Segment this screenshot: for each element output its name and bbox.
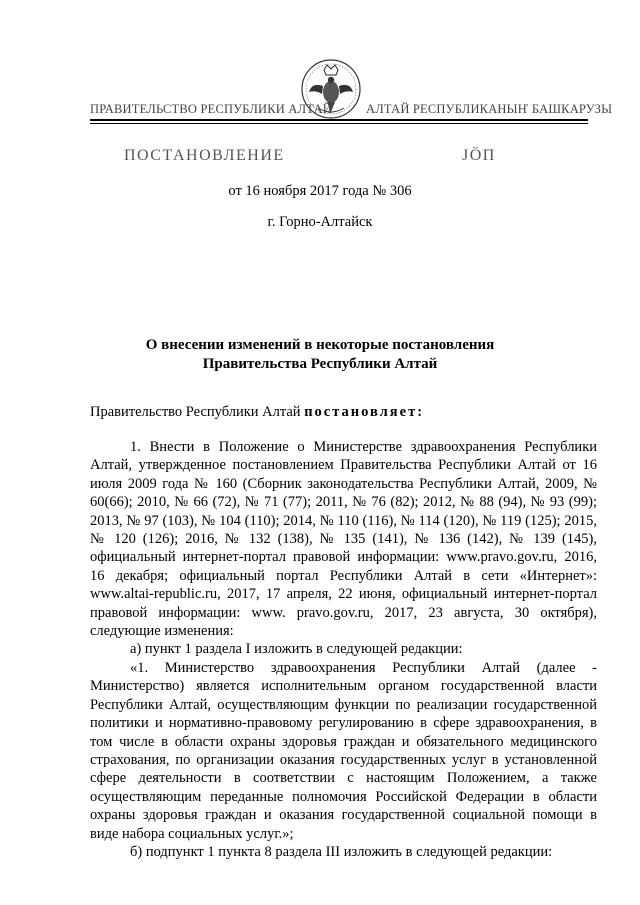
- document-city: г. Горно-Алтайск: [267, 214, 373, 230]
- paragraph-subitem-a: а) пункт 1 раздела I изложить в следующей редакции:: [130, 641, 463, 658]
- paragraph-item-1: 1. Внести в Положение о Министерстве здравоохранения Республики Алтай, утвержденное постановлением Правительства Республики Алтай от 16 июля 2009 года № 160 (Сборник законодательства Республики Алтай, 2009, № 60(66); 2010, № 66 (72), № 71 (77); 2011, № 76 (82); 2012, № 88 (94), № 93 (99); 2013, № 97 (103), № 104 (110); 2014, № 110 (116), № 114 (120), № 119 (125); 2015, № 120 (126); 2016, № 132 (138), № 135 (141), № 136 (142), № 139 (145), официальный интернет-портал правовой информации: www.pravo.gov.ru, 2016, 16 декабря; официальный портал Республики Алтай в сети «Интернет»: www.altai-republic.ru, 2017, 17 апреля, 22 июня, официальный интернет-портал правовой информации: www. pravo.gov.ru, 2017, 23 августа, 30 октября), следующие изменения:: [90, 439, 597, 640]
- preamble: [90, 404, 424, 421]
- org-name-altai: АЛТАЙ РЕСПУБЛИКАНЫҤ БАШКАРУЗЫ: [366, 102, 613, 116]
- doc-type-altai: ЈӦП: [462, 147, 496, 164]
- header-rule-thin: [90, 123, 588, 124]
- org-name-russian: ПРАВИТЕЛЬСТВО РЕСПУБЛИКИ АЛТАЙ: [90, 102, 332, 116]
- doc-type-russian: ПОСТАНОВЛЕНИЕ: [124, 147, 285, 164]
- preamble-text: Правительство Республики Алтай: [90, 404, 305, 420]
- paragraph-subitem-b: б) подпункт 1 пункта 8 раздела III изложить в следующей редакции:: [130, 843, 553, 860]
- header-rule-thick: [90, 119, 588, 121]
- document-date-number: от 16 ноября 2017 года № 306: [228, 183, 412, 199]
- paragraph-quoted-text: «1. Министерство здравоохранения Республики Алтай (далее - Министерство) является исполнительным органом государственной власти Республики Алтай, осуществляющим функции по реализации государственной политики и нормативно-правовому регулированию в сфере здравоохранения, в том числе в области охраны здоровья граждан и обязательного медицинского страхования, по организации оказания государственных услуг в установленной сфере деятельности в соответствии с настоящим Положением, а также осуществляющим переданные полномочия Российской Федерации в области охраны здоровья граждан и оказания государственной социальной помощи в виде набора социальных услуг.»;: [90, 659, 597, 842]
- preamble-action: постановляет:: [304, 404, 425, 420]
- document-body: [90, 438, 597, 861]
- document-title: О внесении изменений в некоторые постановления Правительства Республики Алтай: [145, 337, 495, 372]
